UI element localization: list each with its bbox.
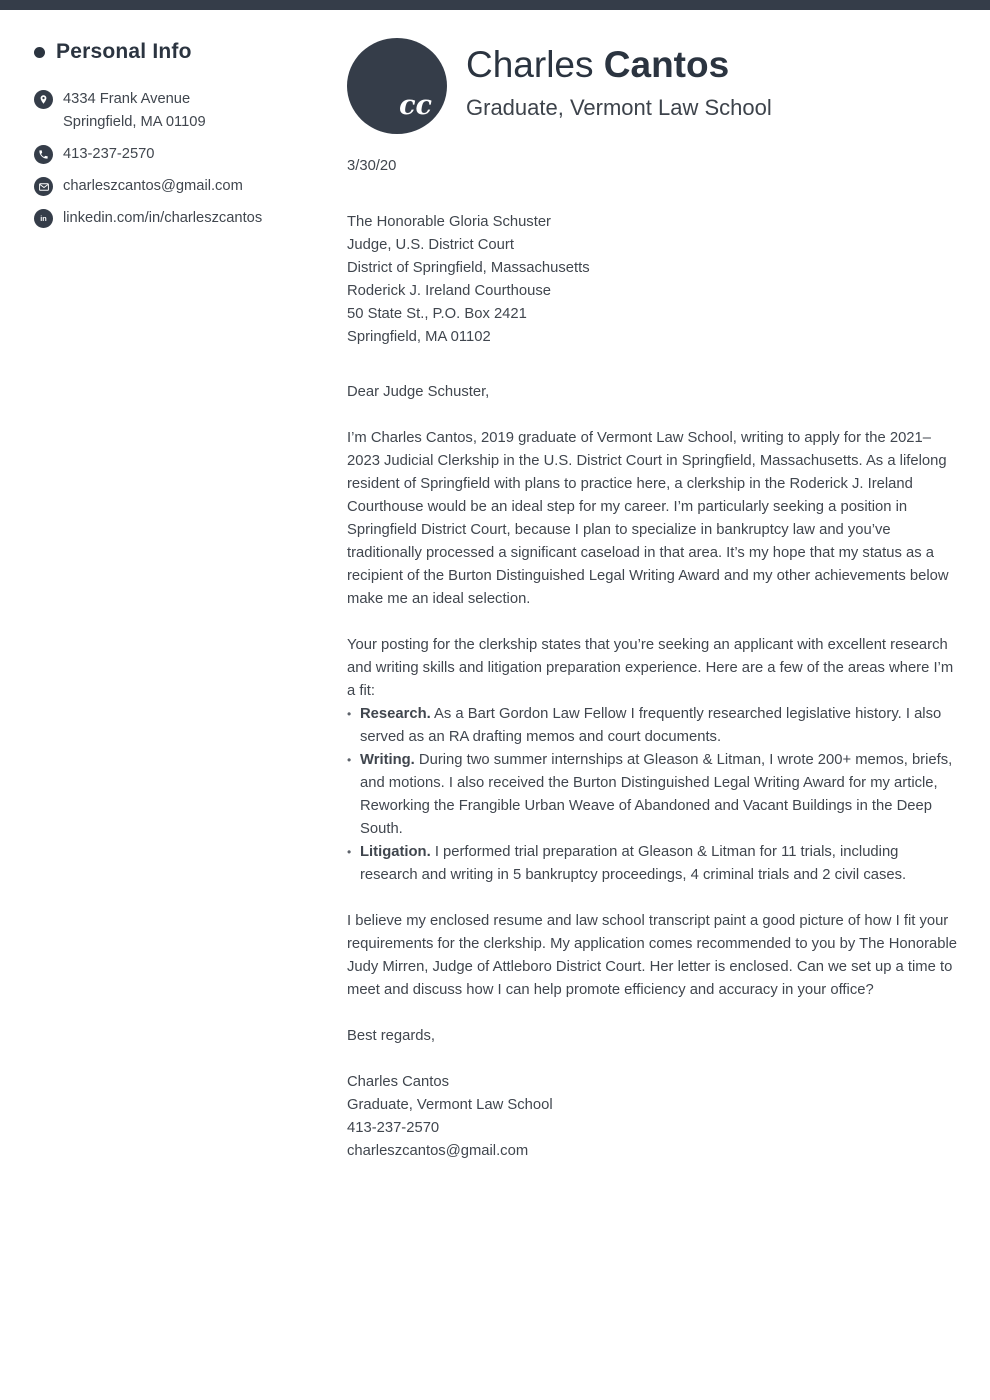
avatar [347,38,447,134]
top-accent-bar [0,0,990,10]
contact-linkedin-text: linkedin.com/in/charleszcantos [63,210,263,226]
contact-list [34,88,324,230]
signature-line: 413-237-2570 [347,1120,440,1136]
bullet-dot-icon [34,47,45,58]
personal-info-heading [34,40,324,64]
contact-address [34,88,324,134]
contact-email-text: charleszcantos@gmail.com [63,178,243,194]
signature-line: Graduate, Vermont Law School [347,1097,553,1113]
list-item-writing [347,749,959,841]
phone-icon [34,145,53,164]
last-name: Cantos [603,44,730,85]
list-item-research [347,703,959,749]
contact-linkedin [34,207,324,230]
letter-header [347,38,959,134]
letter-date: 3/30/20 [347,158,397,174]
main-column [347,38,959,1163]
name-block [466,38,772,121]
address-line-1: 4334 Frank Avenue [63,91,191,107]
avatar-initials: cc [399,90,432,121]
signature-line: charleszcantos@gmail.com [347,1143,529,1159]
sign-off: Best regards, [347,1028,436,1044]
recipient-line: 50 State St., P.O. Box 2421 [347,306,527,322]
salutation: Dear Judge Schuster, [347,384,490,400]
personal-info-heading-label: Personal Info [56,40,192,63]
page-title [466,44,772,86]
bullet-text: I performed trial preparation at Gleason & Litman for 11 trials, including research and writing in 5 bankruptcy proceedings, 4 criminal trials and 2 civil cases. [360,844,907,883]
paragraph-intro: I’m Charles Cantos, 2019 graduate of Vermont Law School, writing to apply for the 2021–2023 Judicial Clerkship in the U.S. District Court in Springfield, Massachusetts. As a lifelong resident of Springfield with plans to practice here, a clerkship in the Roderick J. Ireland Courthouse would be an ideal step for my career. I’m particularly seeking a position in Springfield District Court, because I plan to specialize in bankruptcy law and you’ve traditionally processed a significant caseload in that area. It’s my hope that my status as a recipient of the Burton Distinguished Legal Writing Award and my other achievements below make me an ideal selection. [347,430,949,607]
sidebar [34,40,324,230]
signature-line: Charles Cantos [347,1074,449,1090]
qualification-list [347,703,959,887]
recipient-line: Springfield, MA 01102 [347,329,491,345]
paragraph-closing: I believe my enclosed resume and law school transcript paint a good picture of how I fit your requirements for the clerkship. My application comes recommended to you by The Honorable Judy Mirren, Judge of Attleboro District Court. Her letter is enclosed. Can we set up a time to meet and discuss how I can help promote efficiency and accuracy in your office? [347,913,957,998]
recipient-line: District of Springfield, Massachusetts [347,260,590,276]
recipient-line: Roderick J. Ireland Courthouse [347,283,551,299]
location-pin-icon [34,90,53,109]
contact-phone-text: 413-237-2570 [63,146,155,162]
job-title: Graduate, Vermont Law School [466,95,772,120]
bullet-label: Research. [360,706,431,722]
linkedin-icon [34,209,53,228]
signature-block [347,1071,959,1163]
contact-phone [34,143,324,166]
svg-text:in: in [40,213,47,223]
paragraph-fit-intro: Your posting for the clerkship states that you’re seeking an applicant with excellent research and writing skills and litigation preparation experience. Here are a few of the areas where I’m a fit: [347,637,954,699]
bullet-text: During two summer internships at Gleason & Litman, I wrote 200+ memos, briefs, and motions. I also received the Burton Distinguished Legal Writing Award for my article, Reworking the Frangible Urban Weave of Abandoned and Vacant Buildings in the Deep South. [360,752,953,837]
bullet-label: Litigation. [360,844,431,860]
contact-address-text [63,88,206,134]
letter-body [347,155,959,1163]
recipient-line: Judge, U.S. District Court [347,237,514,253]
address-line-2: Springfield, MA 01109 [63,114,206,130]
bullet-label: Writing. [360,752,415,768]
recipient-line: The Honorable Gloria Schuster [347,214,551,230]
bullet-text: As a Bart Gordon Law Fellow I frequently researched legislative history. I also served as an RA drafting memos and court documents. [360,706,942,745]
email-icon [34,177,53,196]
list-item-litigation [347,841,959,887]
recipient-block [347,211,959,349]
contact-email [34,175,324,198]
first-name: Charles [466,44,594,85]
